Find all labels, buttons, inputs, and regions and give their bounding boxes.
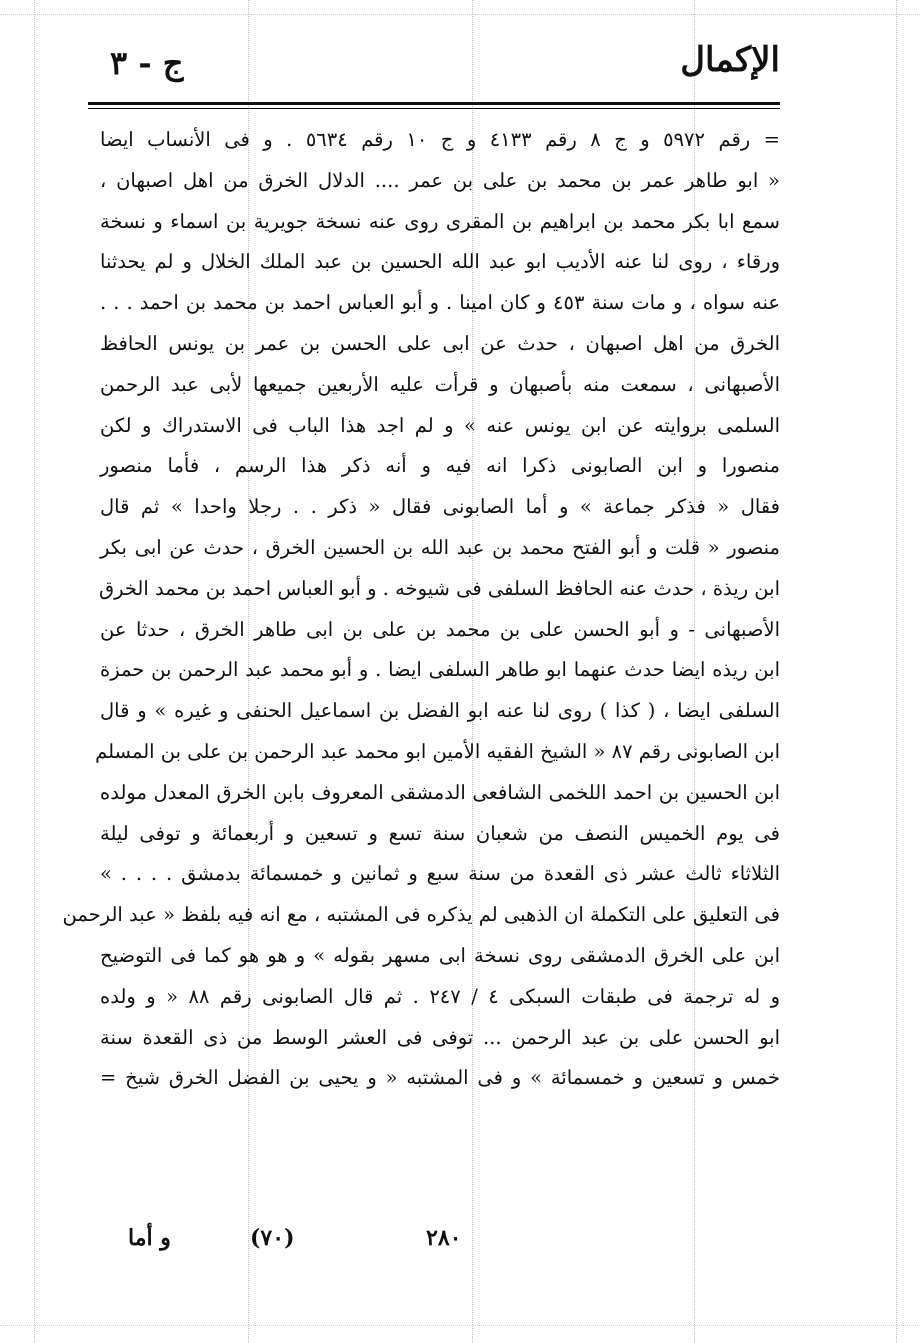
text-line: ورقاء ، روى لنا عنه الأديب ابو عبد الله الحسين بن عبد الملك الخلال و لم يحدثنا xyxy=(100,250,780,274)
text-line: الأصبهانى - و أبو الحسن على بن محمد بن على بن ابى طاهر الخرق ، حدثا عن xyxy=(100,617,780,641)
volume-label: ج - ٣ xyxy=(110,44,184,82)
text-line: الثلاثاء ثالث عشر ذى القعدة من سنة سبع و ثمانين و خمسمائة بدمشق . . . . » xyxy=(100,862,780,886)
book-title: الإكمال xyxy=(680,40,780,80)
text-line: الخرق من اهل اصبهان ، حدث عن ابى على الحسن بن عمر بن يونس الحافظ xyxy=(100,331,780,355)
scan-grid-line xyxy=(0,14,920,15)
text-line: السلفى ايضا ، ( كذا ) روى لنا عنه ابو الفضل بن اسماعيل الحنفى و غيره » و قال xyxy=(100,699,780,723)
text-line: ابن الحسين بن احمد اللخمى الشافعى الدمشقى المعروف بابن الخرق المعدل مولده xyxy=(100,780,780,804)
text-line: « ابو طاهر عمر بن محمد بن على بن عمر .... الدلال الخرق من اهل اصبهان ، xyxy=(100,168,780,192)
page-header xyxy=(110,40,780,100)
text-line: فى التعليق على التكملة ان الذهبى لم يذكره فى المشتبه ، مع انه فيه بلفظ « عبد الرحمن xyxy=(62,903,780,927)
catchword: و أما xyxy=(128,1225,171,1251)
text-line: ابن على الخرق الدمشقى روى نسخة ابى مسهر بقوله » و هو هو كما فى التوضيح xyxy=(100,943,780,967)
main-text xyxy=(62,120,781,1099)
scan-grid-line xyxy=(34,0,35,1343)
text-line: الأصبهانى ، سمعت منه بأصبهان و قرأت عليه الأربعين جميعها لأبى عبد الرحمن xyxy=(100,372,780,396)
text-line: فى يوم الخميس النصف من شعبان سنة تسع و تسعين و أربعمائة و توفى ليلة xyxy=(100,821,780,845)
page-number: ٢٨٠ xyxy=(426,1225,462,1251)
text-line: ابو الحسن على بن عبد الرحمن ... توفى فى العشر الوسط من ذى القعدة سنة xyxy=(100,1025,780,1049)
text-line: منصور « قلت و أبو الفتح محمد بن عبد الله بن الحسين الخرق ، حدث عن ابى بكر xyxy=(100,535,780,559)
text-line: ابن الصابونى رقم ٨٧ « الشيخ الفقيه الأمين ابو محمد عبد الرحمن بن على بن المسلم xyxy=(95,739,780,763)
text-line: سمع ابا بكر محمد بن ابراهيم بن المقرى روى عنه نسخة جويرية بن اسماء و نسخة xyxy=(100,209,780,233)
text-line: عنه سواه ، و مات سنة ٤٥٣ و كان امينا . و أبو العباس احمد بن محمد بن احمد . . . xyxy=(100,291,780,315)
text-line: ابن ريذة ، حدث عنه الحافظ السلفى فى شيوخه . و أبو العباس احمد بن محمد الخرق xyxy=(98,576,780,600)
text-line: فقال « فذكر جماعة » و أما الصابونى فقال « ذكر . . رجلا واحدا » ثم قال xyxy=(100,495,780,519)
text-line: منصورا و ابن الصابونى ذكرا انه فيه و أنه ذكر هذا الرسم ، فأما منصور xyxy=(100,454,780,478)
text-line: = رقم ٥٩٧٢ و ج ٨ رقم ٤١٣٣ و ج ١٠ رقم ٥٦٣٤ . و فى الأنساب ايضا xyxy=(100,128,780,151)
scan-grid-line xyxy=(0,1325,920,1326)
text-line: و له ترجمة فى طبقات السبكى ٤ / ٢٤٧ . ثم قال الصابونى رقم ٨٨ « و ولده xyxy=(100,984,781,1008)
text-line: السلمى بروايته عن ابن يونس عنه » و لم اجد هذا الباب فى الاستدراك و لكن xyxy=(100,413,780,437)
text-line: ابن ريذه ايضا حدث عنهما ابو طاهر السلفى ايضا . و أبو محمد عبد الرحمن بن حمزة xyxy=(100,658,780,682)
header-rule xyxy=(88,102,780,105)
header-rule-thin xyxy=(88,108,780,109)
scan-grid-line xyxy=(896,0,897,1343)
text-line: خمس و تسعين و خمسمائة » و فى المشتبه « و يحيى بن الفضل الخرق شيخ = xyxy=(100,1066,780,1090)
inner-page-number: (٧٠) xyxy=(250,1225,295,1251)
page-footer xyxy=(100,1225,780,1265)
